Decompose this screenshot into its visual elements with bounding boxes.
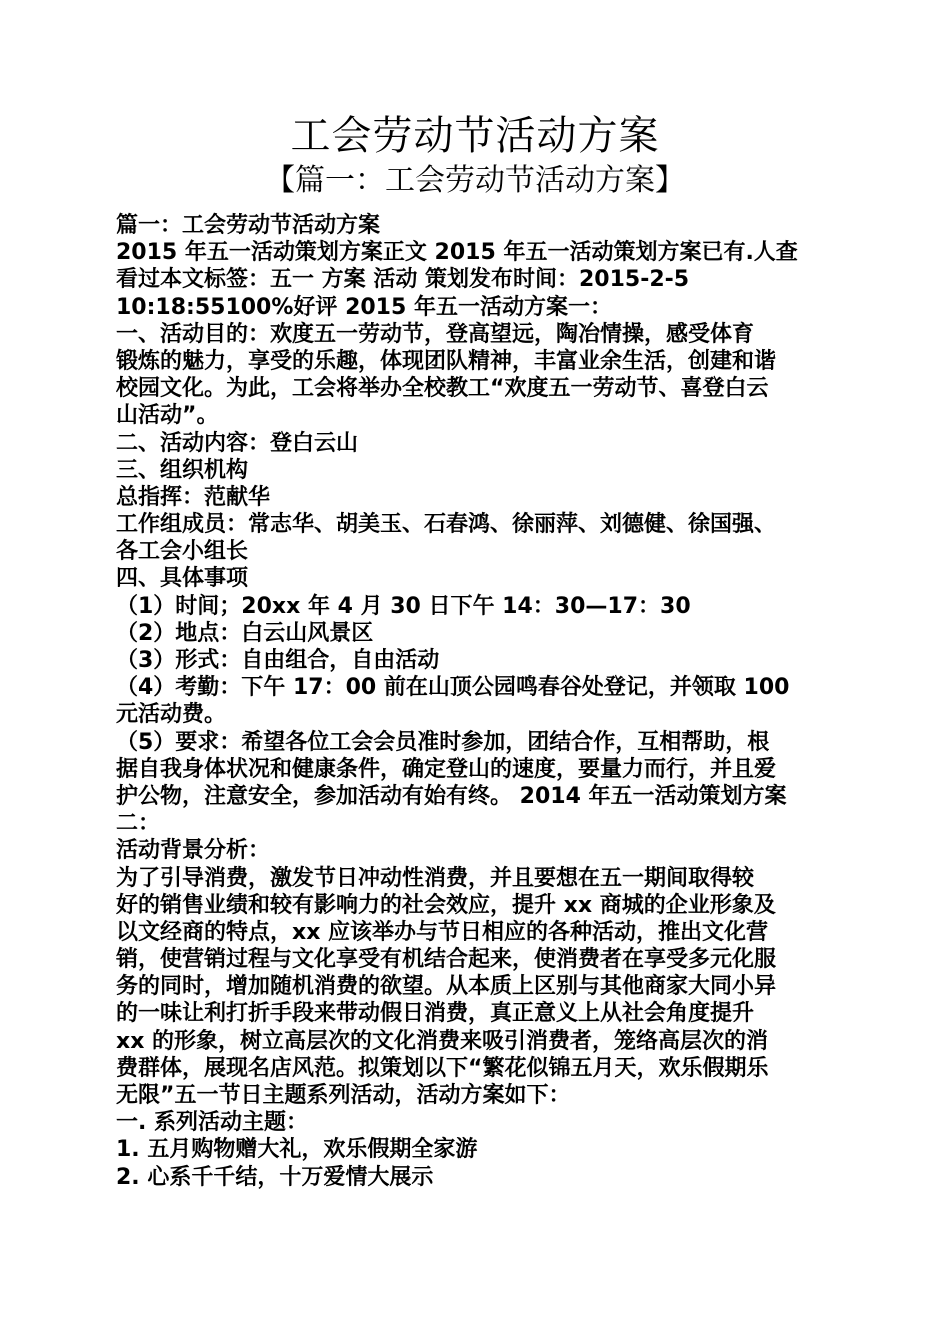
text-line: 工作组成员：常志华、胡美玉、石春鸿、徐丽萍、刘德健、徐国强、 — [116, 512, 777, 538]
text-line: 三、组织机构 — [116, 457, 249, 483]
text-line: 以文经商的特点，xx 应该举办与节日相应的各种活动，推出文化营 — [116, 919, 769, 945]
text-line: （1）时间；20xx 年 4 月 30 日下午 14：30—17：30 — [116, 593, 691, 619]
text-line: （3）形式：自由组合，自由活动 — [116, 648, 440, 673]
text-line: 10:18:55100%好评 2015 年五一活动方案一： — [116, 294, 612, 320]
text-line: 二： — [116, 811, 161, 837]
text-line: （5）要求：希望各位工会会员准时参加，团结合作，互相帮助，根 — [116, 729, 770, 755]
text-line: 活动背景分析： — [116, 838, 271, 864]
text-line: xx 的形象，树立高层次的文化消费来吸引消费者，笼络高层次的消 — [116, 1028, 769, 1054]
text-line: 的一味让利打折手段来带动假日消费，真正意义上从社会角度提升 — [116, 1001, 755, 1027]
text-line: 销，使营销过程与文化享受有机结合起来，使消费者在享受多元化服 — [116, 947, 777, 973]
document-subtitle: 【篇一：工会劳动节活动方案】 — [265, 163, 685, 198]
text-line: 锻炼的魅力，享受的乐趣，体现团队精神，丰富业余生活，创建和谐 — [116, 348, 777, 374]
text-line: 四、具体事项 — [116, 566, 249, 592]
text-line: 元活动费。 — [116, 702, 227, 728]
text-line: 二、活动内容：登白云山 — [116, 430, 359, 456]
text-line: 1. 五月购物赠大礼，欢乐假期全家游 — [116, 1137, 478, 1163]
document-title: 工会劳动节活动方案 — [290, 113, 660, 159]
text-line: 2015 年五一活动策划方案正文 2015 年五一活动策划方案已有.人查 — [116, 240, 798, 266]
text-line: 各工会小组长 — [116, 539, 249, 565]
text-line: 为了引导消费，激发节日冲动性消费，并且要想在五一期间取得较 — [116, 865, 755, 891]
text-line: 费群体，展现名店风范。拟策划以下“繁花似锦五月天，欢乐假期乐 — [116, 1055, 769, 1081]
text-line: 一. 系列活动主题： — [116, 1110, 309, 1136]
text-line: 看过本文标签：五一 方案 活动 策划发布时间：2015-2-5 — [116, 267, 690, 293]
text-line: （4）考勤：下午 17：00 前在山顶公园鸣春谷处登记，并领取 100 — [116, 675, 790, 701]
text-line: 据自我身体状况和健康条件，确定登山的速度，要量力而行，并且爱 — [116, 756, 777, 782]
text-line: 一、活动目的：欢度五一劳动节，登高望远，陶冶情操，感受体育 — [116, 321, 755, 347]
document-body — [116, 212, 832, 1191]
text-line: 2. 心系千千结，十万爱情大展示 — [116, 1164, 434, 1190]
text-line: 篇一：工会劳动节活动方案 — [116, 213, 381, 238]
text-line: 好的销售业绩和较有影响力的社会效应，提升 xx 商城的企业形象及 — [116, 892, 776, 918]
text-line: 务的同时，增加随机消费的欲望。从本质上区别与其他商家大同小异 — [116, 974, 777, 1000]
text-line: 山活动”。 — [116, 403, 219, 429]
text-line: 校园文化。为此，工会将举办全校教工“欢度五一劳动节、喜登白云 — [116, 376, 769, 402]
text-line: 无限”五一节日主题系列活动，活动方案如下： — [116, 1083, 571, 1108]
text-line: 护公物，注意安全，参加活动有始有终。 2014 年五一活动策划方案 — [116, 783, 787, 809]
text-line: 总指挥：范献华 — [116, 484, 271, 510]
text-line: （2）地点：白云山风景区 — [116, 620, 374, 646]
